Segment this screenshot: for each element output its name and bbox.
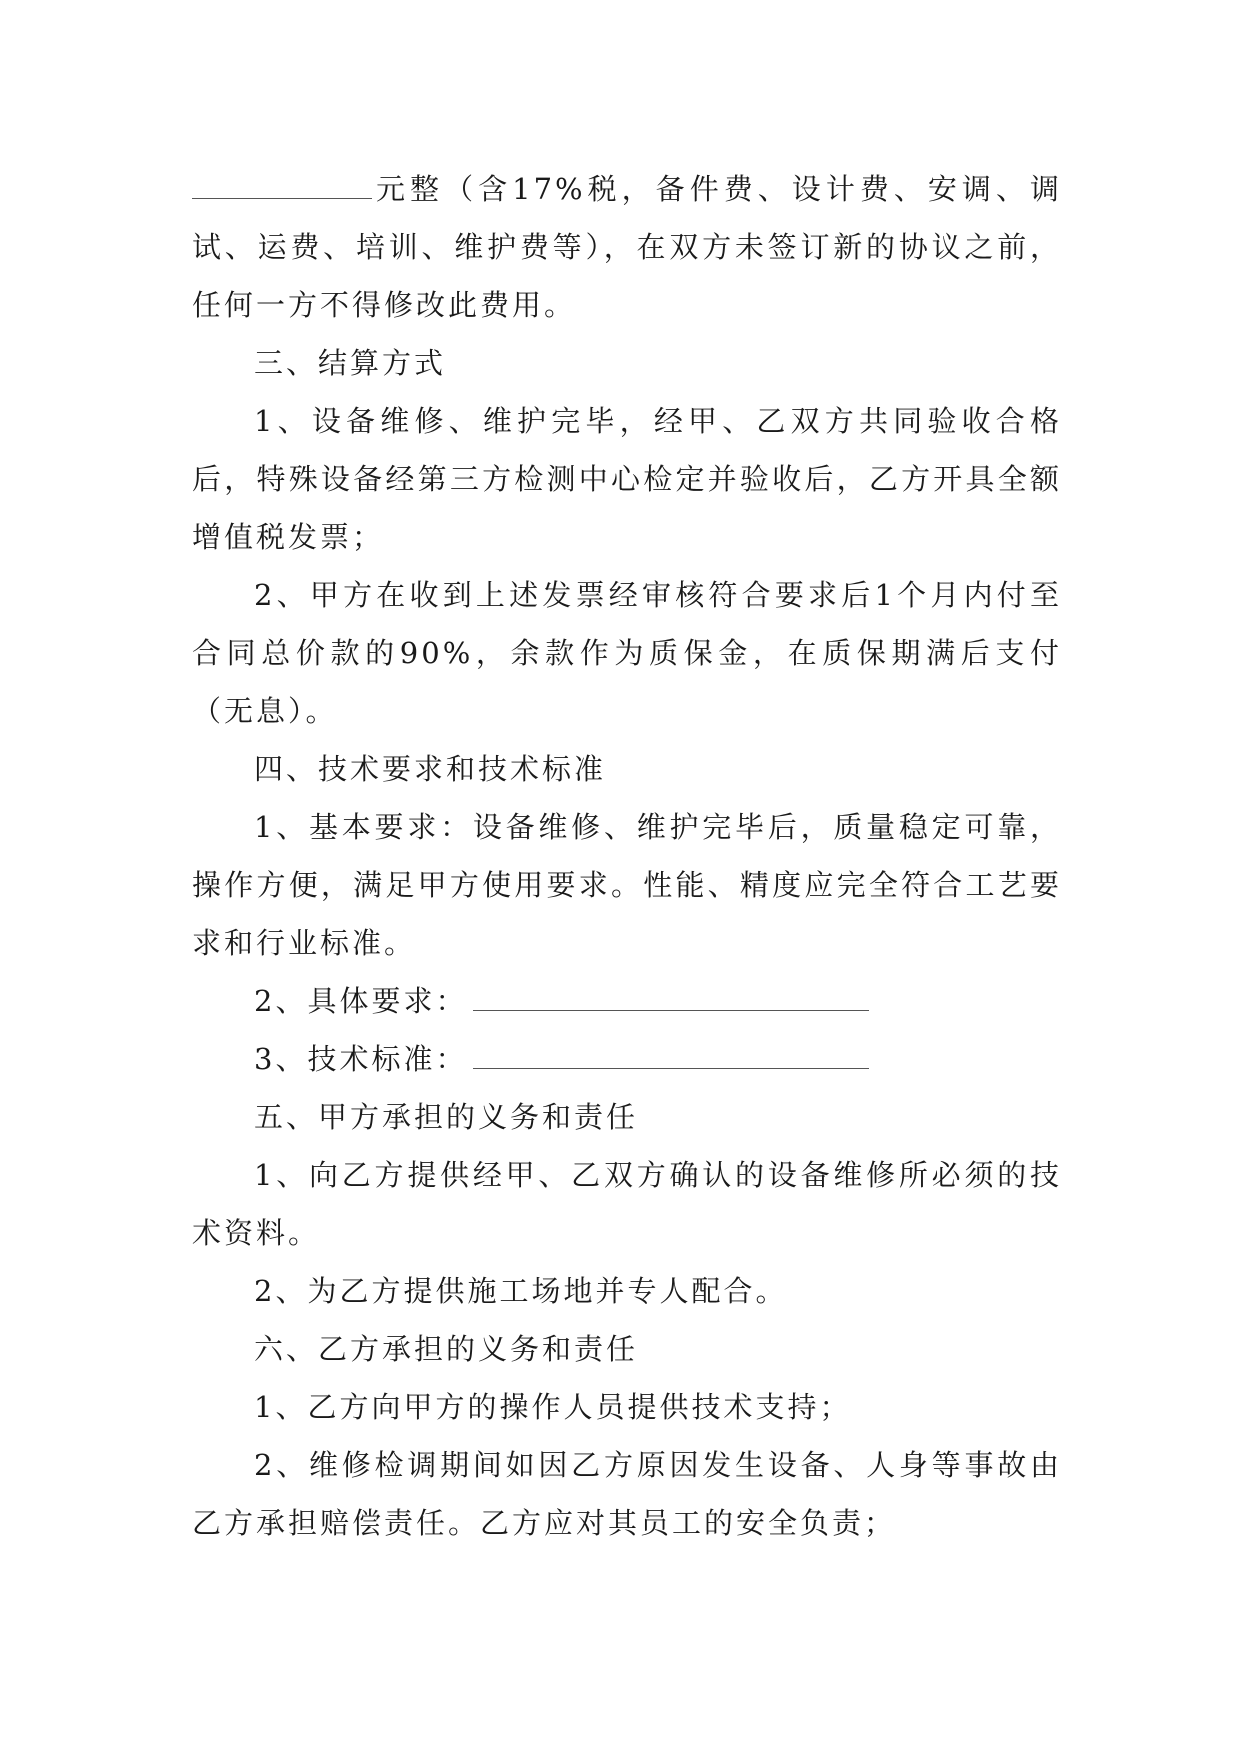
technical-clause-2 xyxy=(192,972,1062,1030)
technical-clause-3-label: 3、技术标准： xyxy=(254,1042,468,1076)
technical-clause-1: 1、基本要求：设备维修、维护完毕后，质量稳定可靠，操作方便，满足甲方使用要求。性能、精度应完全符合工艺要求和行业标准。 xyxy=(192,810,1062,960)
price-paragraph xyxy=(192,160,1062,334)
party-b-clause-2: 2、维修检调期间如因乙方原因发生设备、人身等事故由乙方承担赔偿责任。乙方应对其员工的安全负责； xyxy=(192,1448,1062,1540)
specific-requirements-blank xyxy=(473,974,869,1011)
settlement-clause-2: 2、甲方在收到上述发票经审核符合要求后1个月内付至合同总价款的90%，余款作为质保金，在质保期满后支付（无息）。 xyxy=(192,578,1062,728)
technical-standard-blank xyxy=(473,1032,869,1069)
party-b-clause-1: 1、乙方向甲方的操作人员提供技术支持； xyxy=(254,1390,852,1424)
document-page xyxy=(192,160,1062,1552)
party-a-clause-2: 2、为乙方提供施工场地并专人配合。 xyxy=(254,1274,788,1308)
price-text: 元整（含17%税，备件费、设计费、安调、调试、运费、培训、维护费等），在双方未签订新的协议之前，任何一方不得修改此费用。 xyxy=(192,172,1062,322)
price-blank xyxy=(192,160,372,199)
section-heading-settlement: 三、结算方式 xyxy=(254,346,447,380)
section-heading-party-b: 六、乙方承担的义务和责任 xyxy=(254,1332,639,1366)
settlement-clause-1: 1、设备维修、维护完毕，经甲、乙双方共同验收合格后，特殊设备经第三方检测中心检定并验收后，乙方开具全额增值税发票； xyxy=(192,404,1062,554)
section-heading-party-a: 五、甲方承担的义务和责任 xyxy=(254,1100,639,1134)
technical-clause-2-label: 2、具体要求： xyxy=(254,984,468,1018)
section-heading-technical: 四、技术要求和技术标准 xyxy=(254,752,607,786)
party-a-clause-1: 1、向乙方提供经甲、乙双方确认的设备维修所必须的技术资料。 xyxy=(192,1158,1062,1250)
technical-clause-3 xyxy=(192,1030,1062,1088)
